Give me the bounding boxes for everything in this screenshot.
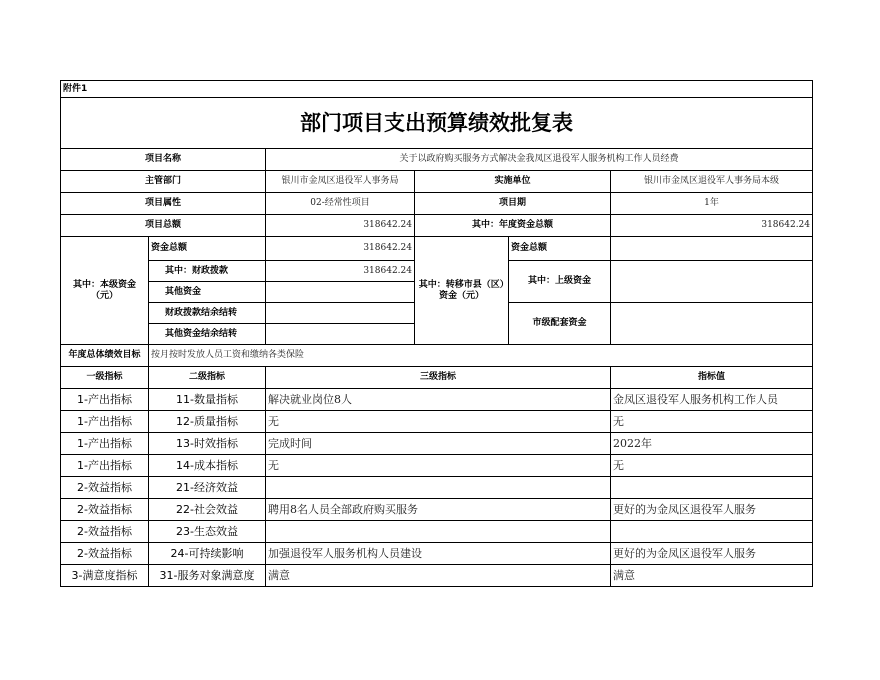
indicator-level2: 22-社会效益 (149, 499, 266, 521)
indicator-value: 满意 (611, 565, 813, 587)
upper-label: 其中：上级资金 (509, 261, 611, 303)
fiscal-carry-label: 财政拨款结余结转 (149, 303, 266, 324)
indicator-level1: 2-效益指标 (61, 521, 149, 543)
indicator-level3: 无 (266, 455, 611, 477)
indicator-level1: 1-产出指标 (61, 389, 149, 411)
header-value: 指标值 (611, 367, 813, 389)
indicator-level1: 1-产出指标 (61, 455, 149, 477)
header-level1: 一级指标 (61, 367, 149, 389)
indicator-level1: 2-效益指标 (61, 543, 149, 565)
fund-total-value: 318642.24 (266, 237, 415, 261)
indicator-level3: 聘用8名人员全部政府购买服务 (266, 499, 611, 521)
attr-value: 02-经常性项目 (266, 193, 415, 215)
period-value: 1年 (611, 193, 813, 215)
indicator-level1: 3-满意度指标 (61, 565, 149, 587)
indicator-value: 无 (611, 455, 813, 477)
table-row (61, 543, 813, 565)
goal-value: 按月按时发放人员工资和缴纳各类保险 (149, 345, 813, 367)
indicator-level1: 2-效益指标 (61, 499, 149, 521)
table-row (61, 411, 813, 433)
dept-value: 银川市金凤区退役军人事务局 (266, 171, 415, 193)
transfer-total-label: 资金总额 (509, 237, 611, 261)
transfer-label: 其中：转移市县（区）资金（元） (415, 237, 509, 345)
indicator-value: 金凤区退役军人服务机构工作人员 (611, 389, 813, 411)
indicator-level2: 11-数量指标 (149, 389, 266, 411)
upper-value (611, 261, 813, 303)
fiscal-value: 318642.24 (266, 261, 415, 282)
attachment-label: 附件1 (61, 81, 813, 98)
annual-total-label: 其中：年度资金总额 (415, 215, 611, 237)
table-row (61, 565, 813, 587)
impl-unit-label: 实施单位 (415, 171, 611, 193)
fiscal-label: 其中：财政拨款 (149, 261, 266, 282)
indicator-level2: 13-时效指标 (149, 433, 266, 455)
indicator-value: 2022年 (611, 433, 813, 455)
period-label: 项目期 (415, 193, 611, 215)
indicator-level3: 完成时间 (266, 433, 611, 455)
annual-total-value: 318642.24 (611, 215, 813, 237)
other-carry-value (266, 324, 415, 345)
local-funds-label: 其中：本级资金（元） (61, 237, 149, 345)
indicator-level1: 1-产出指标 (61, 411, 149, 433)
table-row (61, 499, 813, 521)
indicator-level2: 21-经济效益 (149, 477, 266, 499)
attr-label: 项目属性 (61, 193, 266, 215)
other-label: 其他资金 (149, 282, 266, 303)
fiscal-carry-value (266, 303, 415, 324)
table-row (61, 389, 813, 411)
indicator-level2: 23-生态效益 (149, 521, 266, 543)
indicator-value (611, 477, 813, 499)
table-row (61, 477, 813, 499)
impl-unit-value: 银川市金凤区退役军人事务局本级 (611, 171, 813, 193)
city-label: 市级配套资金 (509, 303, 611, 345)
indicator-value: 更好的为金凤区退役军人服务 (611, 543, 813, 565)
indicator-level2: 14-成本指标 (149, 455, 266, 477)
total-label: 项目总额 (61, 215, 266, 237)
indicator-level2: 12-质量指标 (149, 411, 266, 433)
indicator-level3: 解决就业岗位8人 (266, 389, 611, 411)
project-name-value: 关于以政府购买服务方式解决金我凤区退役军人服务机构工作人员经费 (266, 149, 813, 171)
budget-approval-table (60, 80, 813, 587)
header-level3: 三级指标 (266, 367, 611, 389)
indicator-level3: 加强退役军人服务机构人员建设 (266, 543, 611, 565)
indicator-level3 (266, 521, 611, 543)
indicator-level3: 无 (266, 411, 611, 433)
indicator-level3 (266, 477, 611, 499)
transfer-total-value (611, 237, 813, 261)
project-name-label: 项目名称 (61, 149, 266, 171)
table-row (61, 521, 813, 543)
indicator-level2: 24-可持续影响 (149, 543, 266, 565)
indicator-level1: 1-产出指标 (61, 433, 149, 455)
indicator-value: 更好的为金凤区退役军人服务 (611, 499, 813, 521)
other-carry-label: 其他资金结余结转 (149, 324, 266, 345)
table-row (61, 455, 813, 477)
indicator-level1: 2-效益指标 (61, 477, 149, 499)
fund-total-label: 资金总额 (149, 237, 266, 261)
total-value: 318642.24 (266, 215, 415, 237)
indicator-value (611, 521, 813, 543)
dept-label: 主管部门 (61, 171, 266, 193)
indicator-value: 无 (611, 411, 813, 433)
indicator-level3: 满意 (266, 565, 611, 587)
other-value (266, 282, 415, 303)
indicator-level2: 31-服务对象满意度 (149, 565, 266, 587)
page-title: 部门项目支出预算绩效批复表 (61, 98, 813, 149)
city-value (611, 303, 813, 345)
goal-label: 年度总体绩效目标 (61, 345, 149, 367)
header-level2: 二级指标 (149, 367, 266, 389)
table-row (61, 433, 813, 455)
